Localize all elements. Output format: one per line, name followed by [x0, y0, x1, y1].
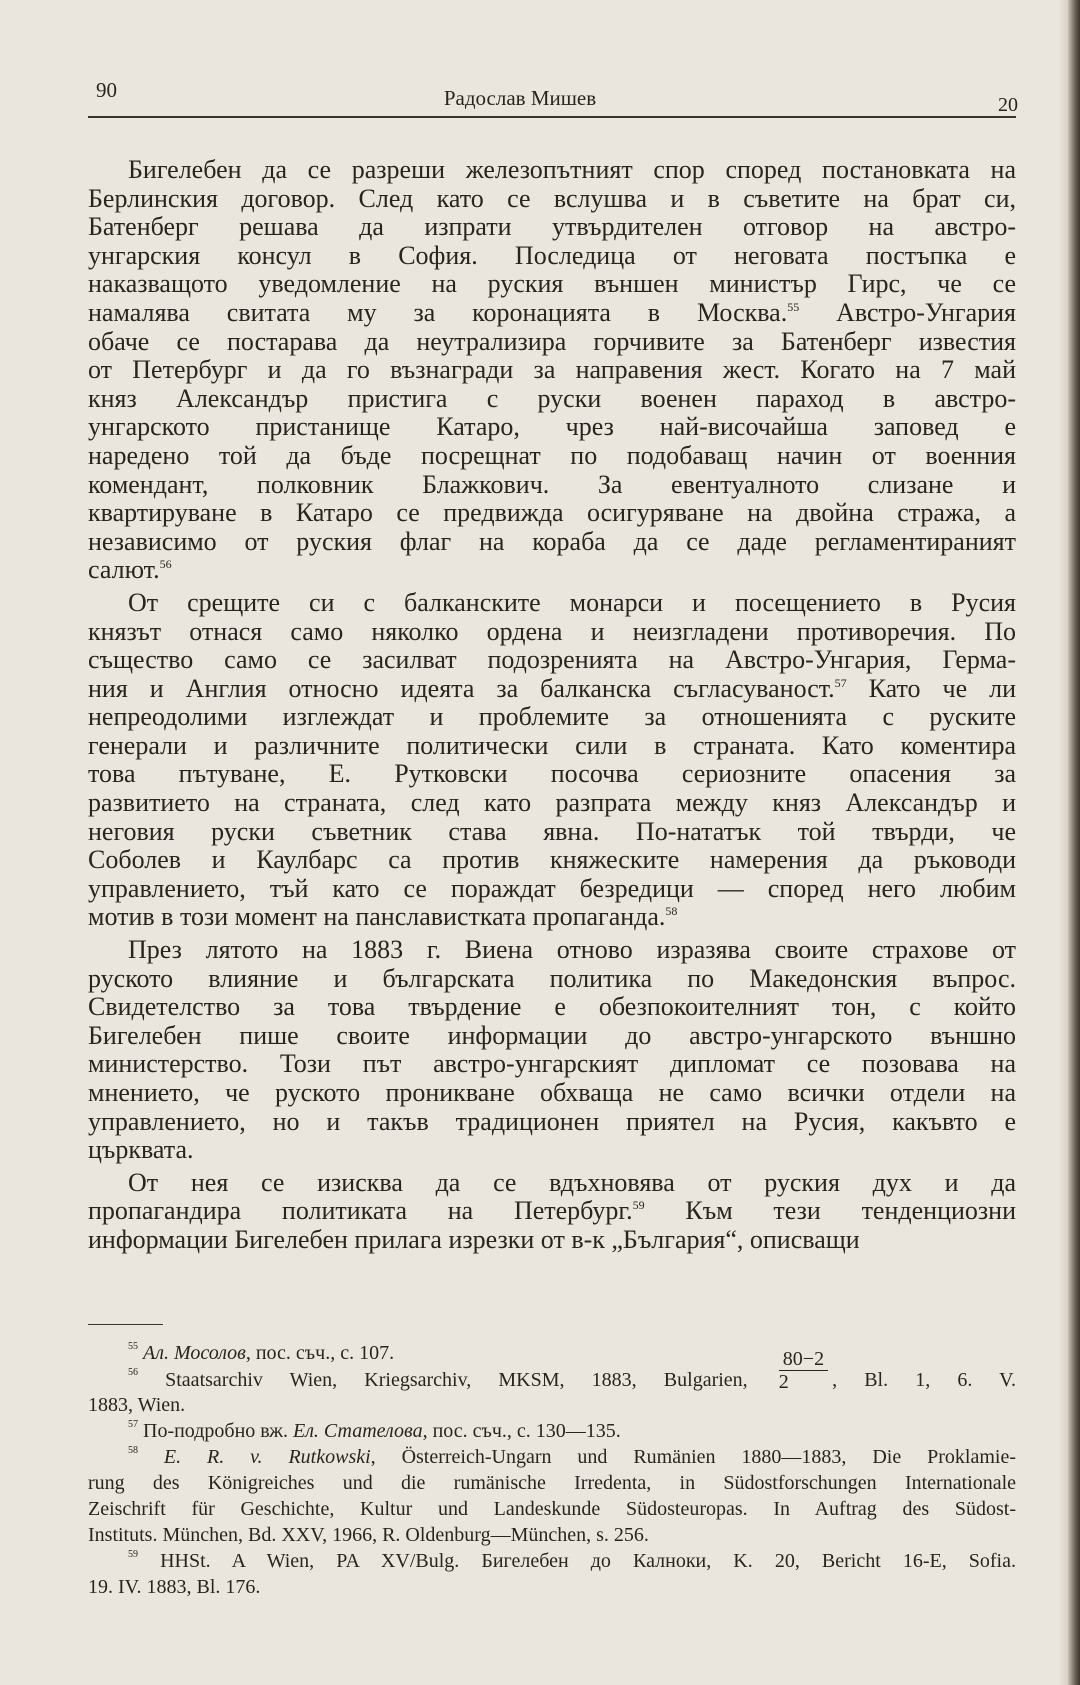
text-run: руското влияние и българската политика по Македонския въпрос.	[88, 963, 1016, 993]
paragraph	[88, 589, 1016, 932]
text-run: комендант, полковник Блажкович. За евентуалното слизане и	[88, 469, 1016, 499]
text-run: княз Александър пристига с руски военен параход в австро-	[88, 383, 1016, 413]
text-run: мотив в този момент на панславистката пропаганда.	[88, 902, 666, 932]
text-run: Бигелебен пише своите информации до австро-унгарското външно	[88, 1020, 1016, 1050]
text-run: rung des Königreiches und die rumänische Irredenta, in Südostforschungen Internationale	[88, 1472, 1016, 1494]
fraction-denominator: 2	[778, 1371, 789, 1393]
footnote-ref: 57	[128, 1419, 138, 1430]
footnote-line	[88, 1548, 1016, 1574]
text-run: Австро-Унгария	[799, 297, 1016, 327]
text-line	[88, 499, 1016, 528]
text-run: управлението, тъй като се пораждат безредици — според него любим	[88, 873, 1016, 903]
footnote-rule	[88, 1324, 163, 1325]
italic-author-name: Ал. Мосолов	[143, 1342, 246, 1364]
text-line	[88, 385, 1016, 414]
footnote-ref: 55	[787, 299, 800, 314]
text-run: , пос. съч., с. 107.	[245, 1342, 395, 1364]
text-line	[88, 1079, 1016, 1108]
footnote-line	[88, 1444, 1016, 1470]
text-run: развитието на страната, след като разпрата между княз Александър и	[88, 788, 1016, 818]
footnote-ref: 58	[665, 904, 678, 919]
text-line	[88, 1022, 1016, 1051]
footnote-ref: 59	[128, 1549, 138, 1560]
text-run: пропагандира политиката на Петербург.	[88, 1196, 633, 1226]
text-line	[88, 789, 1016, 818]
text-run: това пътуване, Е. Рутковски посочва сериозните опасения за	[88, 759, 1016, 789]
text-run: Instituts. München, Bd. XXV, 1966, R. Oldenburg—München, s. 256.	[88, 1524, 649, 1546]
text-run: князът отнася само няколко ордена и неизгладени противоречия. По	[88, 616, 1016, 646]
footnote	[88, 1340, 1016, 1366]
fraction	[779, 1348, 828, 1393]
text-line	[88, 1050, 1016, 1079]
header-rule	[88, 116, 1016, 118]
text-line	[88, 618, 1016, 647]
footnote-ref: 57	[834, 675, 847, 690]
text-run: , Österreich-Ungarn und Rumänien 1880—1883, Die Proklamie-	[370, 1446, 1016, 1468]
text-line	[88, 528, 1016, 557]
footnote-ref: 59	[632, 1198, 645, 1213]
paragraph	[88, 1169, 1016, 1255]
page-edge	[1068, 0, 1080, 1685]
text-run: непреодолими изглеждат и проблемите за отношенията с руските	[88, 702, 1016, 732]
text-line	[88, 646, 1016, 675]
footnote-ref: 56	[159, 557, 172, 572]
page-number: 90	[96, 78, 117, 102]
footnote-ref: 56	[128, 1367, 138, 1378]
footnote-ref: 58	[128, 1445, 138, 1456]
text-run: информации Бигелебен прилага изрезки от в-к „България“, описващи	[88, 1224, 860, 1254]
text-run: През лятото на 1883 г. Виена отново изразява своите страхове от	[128, 935, 1016, 965]
body-text	[88, 156, 1016, 1259]
text-run: От срещите си с балканските монарси и посещението в Русия	[128, 587, 1016, 617]
text-line	[88, 242, 1016, 271]
text-line	[88, 846, 1016, 875]
footnote-line	[88, 1496, 1016, 1522]
text-run: мнението, че руското проникване обхваща не само всички отдели на	[88, 1078, 1016, 1107]
text-run: неговия руски съветник става явна. По-нататък той твърди, че	[88, 816, 1016, 846]
text-line	[88, 818, 1016, 847]
italic-author-name: Ел. Стателова	[292, 1420, 423, 1442]
text-run: Бигелебен да се разреши железопътният спор според постановката на	[128, 155, 1016, 184]
text-run: , пос. съч., с. 130—135.	[422, 1420, 621, 1442]
footnote-line	[88, 1340, 1016, 1366]
footnote-line	[88, 1574, 1016, 1600]
text-run: същество само се засилват подозренията на Австро-Унгария, Герма-	[88, 645, 1016, 675]
text-run: министерство. Този път австро-унгарският дипломат се позовава на	[88, 1049, 1016, 1079]
text-run	[138, 1446, 164, 1468]
paragraph	[88, 156, 1016, 585]
fraction-numerator: 80−2	[779, 1348, 828, 1371]
italic-author-name: E. R. v. Rutkowski	[163, 1446, 371, 1468]
text-line	[88, 760, 1016, 789]
text-run: църквата.	[88, 1135, 194, 1165]
text-run: наредено той да бъде посрещнат по подобаващ начин от военния	[88, 440, 1016, 470]
footnote-line	[88, 1470, 1016, 1496]
text-run: независимо от руския флаг на кораба да се даде регламентираният	[88, 526, 1016, 556]
text-line	[88, 213, 1016, 242]
text-line	[88, 442, 1016, 471]
text-line	[88, 156, 1016, 185]
text-line	[88, 993, 1016, 1022]
text-run: Staatsarchiv Wien, Kriegsarchiv, MKSM, 1883, Bulgarien,	[138, 1369, 775, 1392]
text-line	[88, 1169, 1016, 1198]
footnote-ref: 55	[128, 1341, 138, 1352]
text-run: Соболев и Каулбарс са против княжеските намерения да ръководи	[88, 845, 1016, 875]
text-line	[88, 556, 1016, 585]
text-line	[88, 1197, 1016, 1226]
text-run: , Bl. 1, 6. V.	[832, 1369, 1016, 1392]
text-line	[88, 270, 1016, 299]
text-line	[88, 1108, 1016, 1137]
text-run: HHSt. A Wien, PA XV/Bulg. Бигелебен до Калноки, K. 20, Bericht 16-E, Sofia.	[138, 1550, 1016, 1572]
text-run: Берлинския договор. След като се вслушва и в съветите на брат си,	[88, 183, 1016, 213]
text-run: Към тези тенденциозни	[644, 1196, 1016, 1226]
text-run: Като че ли	[846, 673, 1017, 703]
text-run: наказващото уведомление на руския външен министър Гирс, че се	[88, 269, 1016, 299]
text-line	[88, 965, 1016, 994]
text-run: от Петербург и да го възнагради за направения жест. Когато на 7 май	[88, 355, 1016, 385]
text-run: Zeischrift für Geschichte, Kultur und Landeskunde Südosteuropas. In Auftrag des Südost-	[88, 1498, 1016, 1520]
running-header-author: Радослав Мишев	[443, 86, 597, 110]
text-line	[88, 1136, 1016, 1165]
text-run: салют.	[88, 555, 160, 585]
text-run: управлението, но и такъв традиционен приятел на Русия, какъвто е	[88, 1106, 1016, 1136]
text-line	[88, 675, 1016, 704]
footnote	[88, 1548, 1016, 1600]
text-run: Свидетелство за това твърдение е обезпокоителният тон, с който	[88, 992, 1016, 1022]
text-run: унгарското пристанище Катаро, чрез най-височайша заповед е	[88, 412, 1016, 442]
footnote	[88, 1418, 1016, 1444]
text-line	[88, 875, 1016, 904]
text-run: По-подробно вж.	[138, 1420, 293, 1442]
text-run: генерали и различните политически сили в страната. Като коментира	[88, 730, 1016, 760]
text-line	[88, 589, 1016, 618]
text-line	[88, 356, 1016, 385]
text-run: намалява свитата му за коронацията в Москва.	[88, 297, 788, 327]
text-line	[88, 299, 1016, 328]
text-run: Батенберг решава да изпрати утвърдителен отговор на австро-	[88, 212, 1016, 242]
text-line	[88, 903, 1016, 932]
text-run: От нея се изисква да се вдъхновява от руския дух и да	[128, 1167, 1016, 1197]
footnote	[88, 1444, 1016, 1548]
text-line	[88, 471, 1016, 500]
footnote-line	[88, 1392, 1016, 1418]
text-run: 1883, Wien.	[88, 1394, 186, 1416]
text-run: 19. IV. 1883, Bl. 176.	[88, 1576, 261, 1598]
footnote-line	[88, 1522, 1016, 1548]
footnotes	[88, 1340, 1016, 1600]
text-run: ния и Англия относно идеята за балканска съгласуваност.	[88, 673, 835, 703]
page-gutter-shadow	[1058, 0, 1068, 1685]
text-line	[88, 1226, 1016, 1255]
text-line	[88, 328, 1016, 357]
paragraph	[88, 936, 1016, 1165]
margin-mark: 20	[998, 94, 1018, 116]
text-line	[88, 413, 1016, 442]
text-line	[88, 732, 1016, 761]
text-run: унгарския консул в София. Последица от неговата постъпка е	[88, 240, 1016, 270]
text-run: обаче се постарава да неутрализира горчивите за Батенберг известия	[88, 326, 1016, 356]
footnote-line	[88, 1418, 1016, 1444]
text-run: квартируване в Катаро се предвижда осигуряване на двойна стража, а	[88, 498, 1016, 528]
text-line	[88, 936, 1016, 965]
text-line	[88, 703, 1016, 732]
text-line	[88, 185, 1016, 214]
